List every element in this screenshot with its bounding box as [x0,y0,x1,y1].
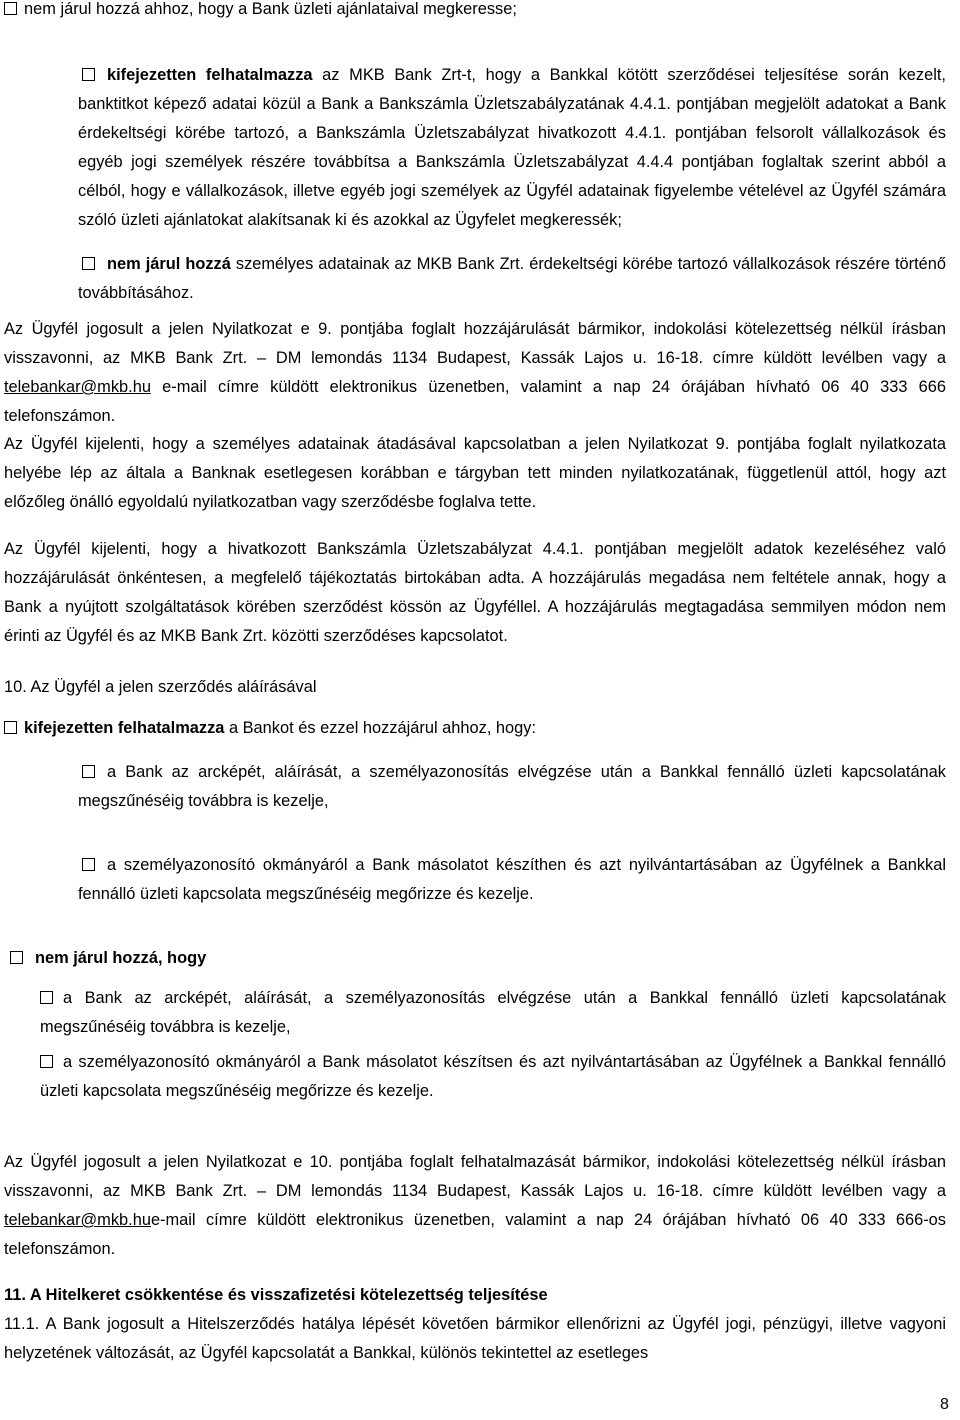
paragraph-refuse-photo: a Bank az arcképét, aláírását, a személyazonosítás elvégzése után a Bankkal fennálló üzleti kapcsolatának megszűnéséig továbbra is kezelje, [40,989,946,1036]
section-11-heading: 11. A Hitelkeret csökkentése és visszafizetési kötelezettség teljesítése [4,1286,548,1304]
email-link[interactable]: telebankar@mkb. [4,1211,133,1229]
email-link-domain[interactable]: hu [132,1211,151,1229]
checkbox-refuse-photo[interactable] [40,991,53,1004]
paragraph-11-1: 11.1. A Bank jogosult a Hitelszerződés hatálya lépését követően bármikor ellenőrizni az Ügyfél jogi, pénzügyi, illetve vagyoni helyzetének változását, az Ügyfél kapcsolatát a Bankkal, különös tekintettel az esetleges [4,1315,946,1362]
checkbox-authorize-transfer[interactable] [82,68,95,81]
email-link[interactable]: telebankar@mkb. [4,378,133,396]
checkbox-consent-photo[interactable] [82,765,95,778]
paragraph-revocation-10: Az Ügyfél jogosult a jelen Nyilatkozat e 10. pontjába foglalt felhatalmazását bármikor, indokolási kötelezettség nélkül írásban visszavonni, az MKB Bank Zrt. – DM lemondás 1134 Budapest, Kassák Lajos u. 16-18. címre küldött levélben vagy a telebankar@mkb.hue-mail címre küldött elektronikus üzenetben, valamint a nap 24 órájában hívható 06 40 333 666-os telefonszámon. [4,1153,946,1258]
paragraph-refuse-id-copy: a személyazonosító okmányáról a Bank másolatot készítsen és azt nyilvántartásában az Ügyfélnek a Bankkal fennálló üzleti kapcsolata megszűnéséig megőrizze és kezelje. [40,1053,946,1100]
section-10-title: 10. Az Ügyfél a jelen szerződés aláírásával [4,678,317,696]
checkbox-consent-id-copy[interactable] [82,858,95,871]
paragraph-consent-id-copy: a személyazonosító okmányáról a Bank másolatot készíthen és azt nyilvántartásában az Ügyfélnek a Bankkal fennálló üzleti kapcsolata megszűnéséig megőrizze és kezelje. [78,856,946,903]
checkbox-refuse-id-copy[interactable] [40,1055,53,1068]
paragraph-revocation-9: Az Ügyfél jogosult a jelen Nyilatkozat e 9. pontjába foglalt hozzájárulását bármikor, indokolási kötelezettség nélkül írásban visszavonni, az MKB Bank Zrt. – DM lemondás 1134 Budapest, Kassák Lajos u. 16-18. címre küldött levélben vagy a telebankar@mkb.hu e-mail címre küldött elektronikus üzenetben, valamint a nap 24 órájában hívható 06 40 333 666 telefonszámon. [4,320,946,425]
paragraph-no-consent-10: nem járul hozzá, hogy [10,944,944,973]
paragraph-authorize-transfer: kifejezetten felhatalmazza az MKB Bank Zrt-t, hogy a Bankkal kötött szerződései teljesítése során kezelt, banktitkot képező adatai közül a Bank a Bankszámla Üzletszabályzatának 4.4.1. pontjában megjelölt adatokat a Bank érdekeltségi körébe tartozó, a Bankszámla Üzletszabályzat hivatkozott 4.4.1. pontjában felsorolt vállalkozások és egyéb jogi személyek részére továbbítsa a Bankszámla Üzletszabályzat 4.4.4 pontjában foglaltak szerint abból a célból, hogy e vállalkozások, illetve egyéb jogi személyek az Ügyfél adatainak figyelembe vételével az Ügyfél számára szóló üzleti ajánlatokat alakítsanak ki és azokkal az Ügyfelet megkeressék; [78,66,946,229]
checkbox-no-offers[interactable] [4,2,17,15]
paragraph-no-offers: nem járul hozzá ahhoz, hogy a Bank üzleti ajánlataival megkeresse; [4,0,944,24]
paragraph-no-consent-transfer: nem járul hozzá személyes adatainak az MKB Bank Zrt. érdekeltségi körébe tartozó vállalkozások részére történő továbbításához. [78,255,946,302]
checkbox-no-consent-10[interactable] [10,951,23,964]
paragraph-declaration-9: Az Ügyfél kijelenti, hogy a személyes adatainak átadásával kapcsolatban a jelen Nyilatkozat 9. pontjába foglalt nyilatkozata helyébe lép az általa a Banknak esetlegesen korábban e tárgyban tett minden nyilatkozatának, függetlenül attól, hogy azt előzőleg önálló egyoldalú nyilatkozatban vagy szerződésbe foglalva tette. [4,435,946,511]
email-link-domain[interactable]: hu [132,378,151,396]
checkbox-no-consent-transfer[interactable] [82,257,95,270]
paragraph-authorize-bank: kifejezetten felhatalmazza a Bankot és ezzel hozzájárul ahhoz, hogy: [4,714,944,743]
paragraph-consent-photo: a Bank az arcképét, aláírását, a személyazonosítás elvégzése után a Bankkal fennálló üzleti kapcsolatának megszűnéséig továbbra is kezelje, [78,763,946,810]
page-number: 8 [940,1396,949,1413]
checkbox-authorize-bank[interactable] [4,721,17,734]
paragraph-voluntary-consent: Az Ügyfél kijelenti, hogy a hivatkozott Bankszámla Üzletszabályzat 4.4.1. pontjában megjelölt adatok kezeléséhez való hozzájárulását önkéntesen, a megfelelő tájékoztatás birtokában adta. A hozzájárulás megadása nem feltétele annak, hogy a Bank a nyújtott szolgáltatások körében szerződést kössön az Ügyféllel. A hozzájárulás megtagadása semmilyen módon nem érinti az Ügyfél és az MKB Bank Zrt. közötti szerződéses kapcsolatot. [4,540,946,645]
